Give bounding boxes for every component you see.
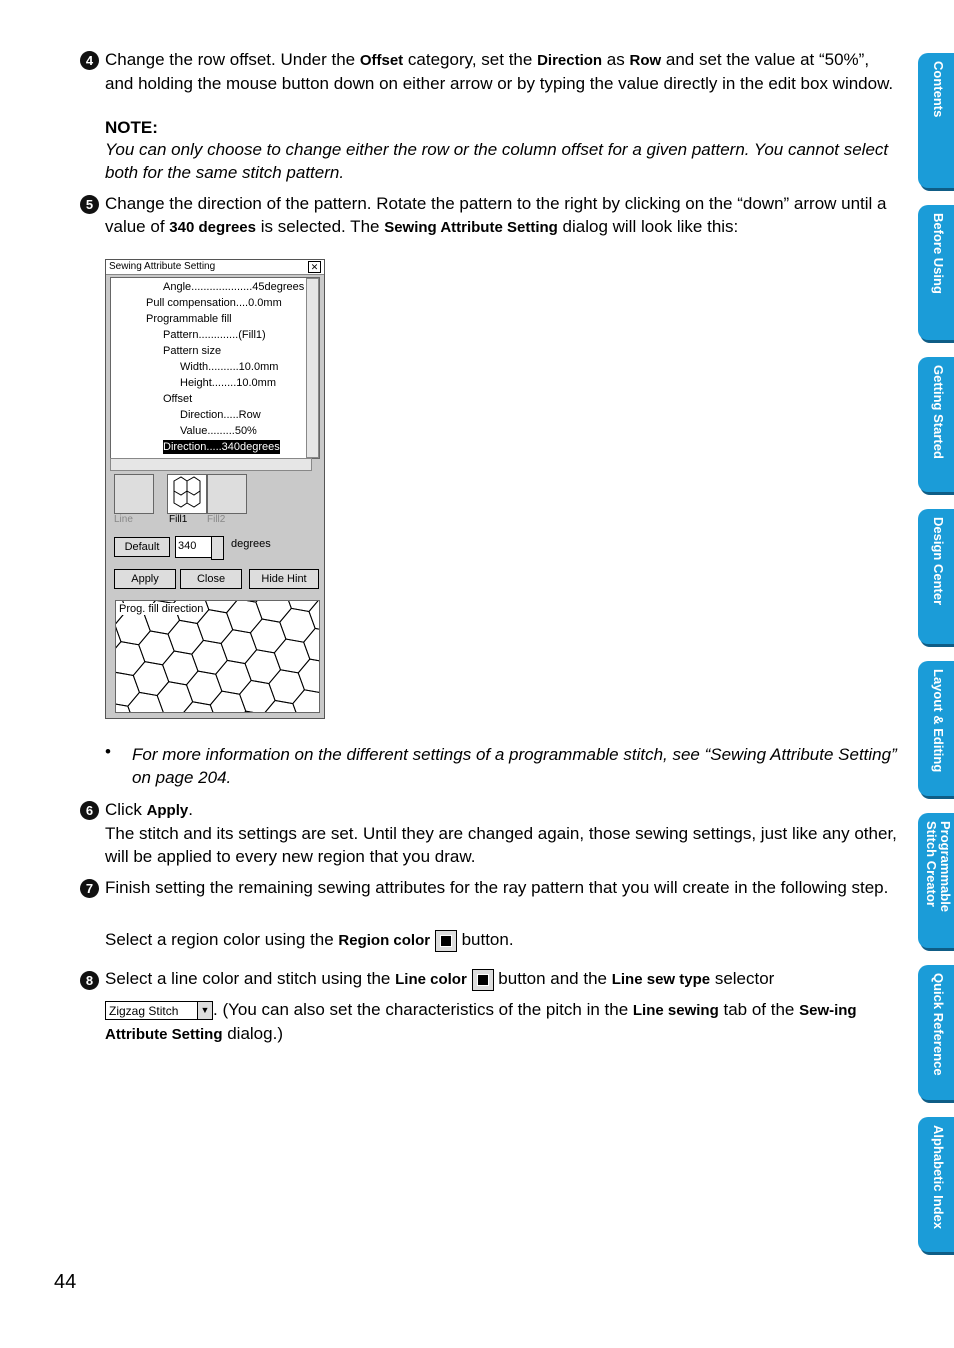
chevron-down-icon[interactable]: ▼	[197, 1002, 212, 1019]
hexagon-cell	[116, 636, 148, 681]
hide-hint-button[interactable]: Hide Hint	[249, 569, 319, 589]
step-6-text: Click Apply.	[105, 800, 193, 819]
tree-item[interactable]: Pattern.............(Fill1)	[163, 329, 266, 341]
tree-vertical-scrollbar[interactable]	[306, 278, 319, 458]
hint-preview	[115, 600, 320, 713]
tree-item[interactable]: Offset	[163, 393, 193, 405]
hexagon-cell	[178, 696, 220, 712]
tab-getting-started[interactable]: Getting Started	[918, 357, 954, 492]
hexagon-cell	[314, 705, 319, 712]
tree-item[interactable]: Pattern size	[163, 345, 222, 357]
thumb-fill1[interactable]	[167, 474, 207, 514]
thumb-line[interactable]	[114, 474, 154, 514]
hexagon-pattern-icon	[116, 601, 319, 712]
step-7-text: Finish setting the remaining sewing attributes for the ray pattern that you will create in the following step.	[105, 878, 889, 897]
bullet-text: For more information on the different settings of a programmable stitch, see “Sewing Attribute Setting” on page 204.	[132, 745, 897, 787]
hexagon-cell	[116, 698, 137, 712]
tab-quick-reference[interactable]: Quick Reference	[918, 965, 954, 1100]
thumb-fill2[interactable]	[207, 474, 247, 514]
hexagon-cell	[207, 686, 249, 712]
hexagon-cell	[125, 687, 167, 712]
tab-contents[interactable]: Contents	[918, 53, 954, 188]
bullet-icon: •	[105, 742, 111, 761]
tree-horizontal-scrollbar[interactable]	[110, 458, 312, 471]
step-4-text: Change the row offset. Under the Offset category, set the Direction as Row and set the value at “50%”, and holding the mouse button down on either arrow or by typing the value directly in the edit box window.	[105, 50, 894, 93]
note-label: NOTE:	[105, 118, 158, 137]
hexagon-cell	[200, 601, 242, 618]
dialog-title: Sewing Attribute Setting	[109, 261, 216, 272]
hexagon-cell	[116, 647, 119, 692]
step-5-text: Change the direction of the pattern. Rotate the pattern to the right by clicking on the “down” arrow until a value of 340 degrees is selected. The Sewing Attribute Setting dialog will look like this:	[105, 194, 887, 236]
note-text: You can only choose to change either the row or the column offset for a given pattern. You cannot select both for the same stitch pattern.	[105, 140, 889, 182]
hexagon-icon	[168, 475, 206, 513]
line-color-icon[interactable]	[472, 969, 494, 991]
region-color-icon[interactable]	[435, 930, 457, 952]
step-number-8: 8	[80, 971, 99, 990]
tab-programmable-stitch-creator[interactable]: Programmable Stitch Creator	[918, 813, 954, 948]
dialog-title-bar	[106, 260, 324, 275]
sewing-attribute-dialog	[105, 259, 325, 719]
tree-item[interactable]: Programmable fill	[146, 313, 232, 325]
settings-tree[interactable]	[110, 277, 320, 459]
apply-button[interactable]: Apply	[114, 569, 176, 589]
thumb-label-fill2: Fill2	[207, 514, 226, 525]
step-6-body: The stitch and its settings are set. Until they are changed again, those sewing settings, just like any other, will be applied to every new region that you draw.	[105, 824, 897, 866]
degrees-label: degrees	[231, 538, 271, 550]
degrees-input[interactable]: 340	[175, 536, 213, 558]
tree-item[interactable]: Angle....................45degrees	[163, 281, 305, 293]
step-number-5: 5	[80, 195, 99, 214]
tree-item[interactable]: Value.........50%	[180, 425, 257, 437]
thumb-label-fill1: Fill1	[169, 514, 188, 525]
tab-alphabetic-index[interactable]: Alphabetic Index	[918, 1117, 954, 1252]
thumb-label-line: Line	[114, 514, 133, 525]
tree-item[interactable]: Height........10.0mm	[180, 377, 276, 389]
step-number-6: 6	[80, 801, 99, 820]
step-8-text-2: Zigzag Stitch ▼ . (You can also set the characteristics of the pitch in the Line sewing tab of the Sew-ing Attribute Setting dialog.)	[105, 1000, 857, 1043]
tab-layout-editing[interactable]: Layout & Editing	[918, 661, 954, 796]
hexagon-cell	[301, 623, 319, 667]
close-icon[interactable]: ✕	[308, 261, 321, 273]
hexagon-cell	[260, 695, 302, 712]
tree-item[interactable]: Pull compensation....0.0mm	[146, 297, 282, 309]
step-8-text: Select a line color and stitch using the Line color button and the Line sew type selector	[105, 968, 900, 992]
tree-item[interactable]: Width..........10.0mm	[180, 361, 279, 373]
default-button[interactable]: Default	[114, 537, 170, 557]
hexagon-cell	[282, 601, 319, 617]
line-sew-type-select[interactable]: Zigzag Stitch ▼	[105, 1001, 213, 1020]
hexagon-cell	[253, 601, 295, 627]
tree-item-selected[interactable]: Direction.....340degrees	[163, 441, 280, 453]
step-7-region-color: Select a region color using the Region color button.	[105, 929, 900, 953]
step-number-7: 7	[80, 879, 99, 898]
page-number: 44	[54, 1271, 77, 1293]
tab-before-using[interactable]: Before Using	[918, 205, 954, 340]
hint-label: Prog. fill direction	[119, 603, 204, 615]
step-number-4: 4	[80, 51, 99, 70]
spin-arrows-icon[interactable]	[211, 536, 224, 560]
tab-design-center[interactable]: Design Center	[918, 509, 954, 644]
close-button[interactable]: Close	[180, 569, 242, 589]
tree-item[interactable]: Direction.....Row	[180, 409, 261, 421]
